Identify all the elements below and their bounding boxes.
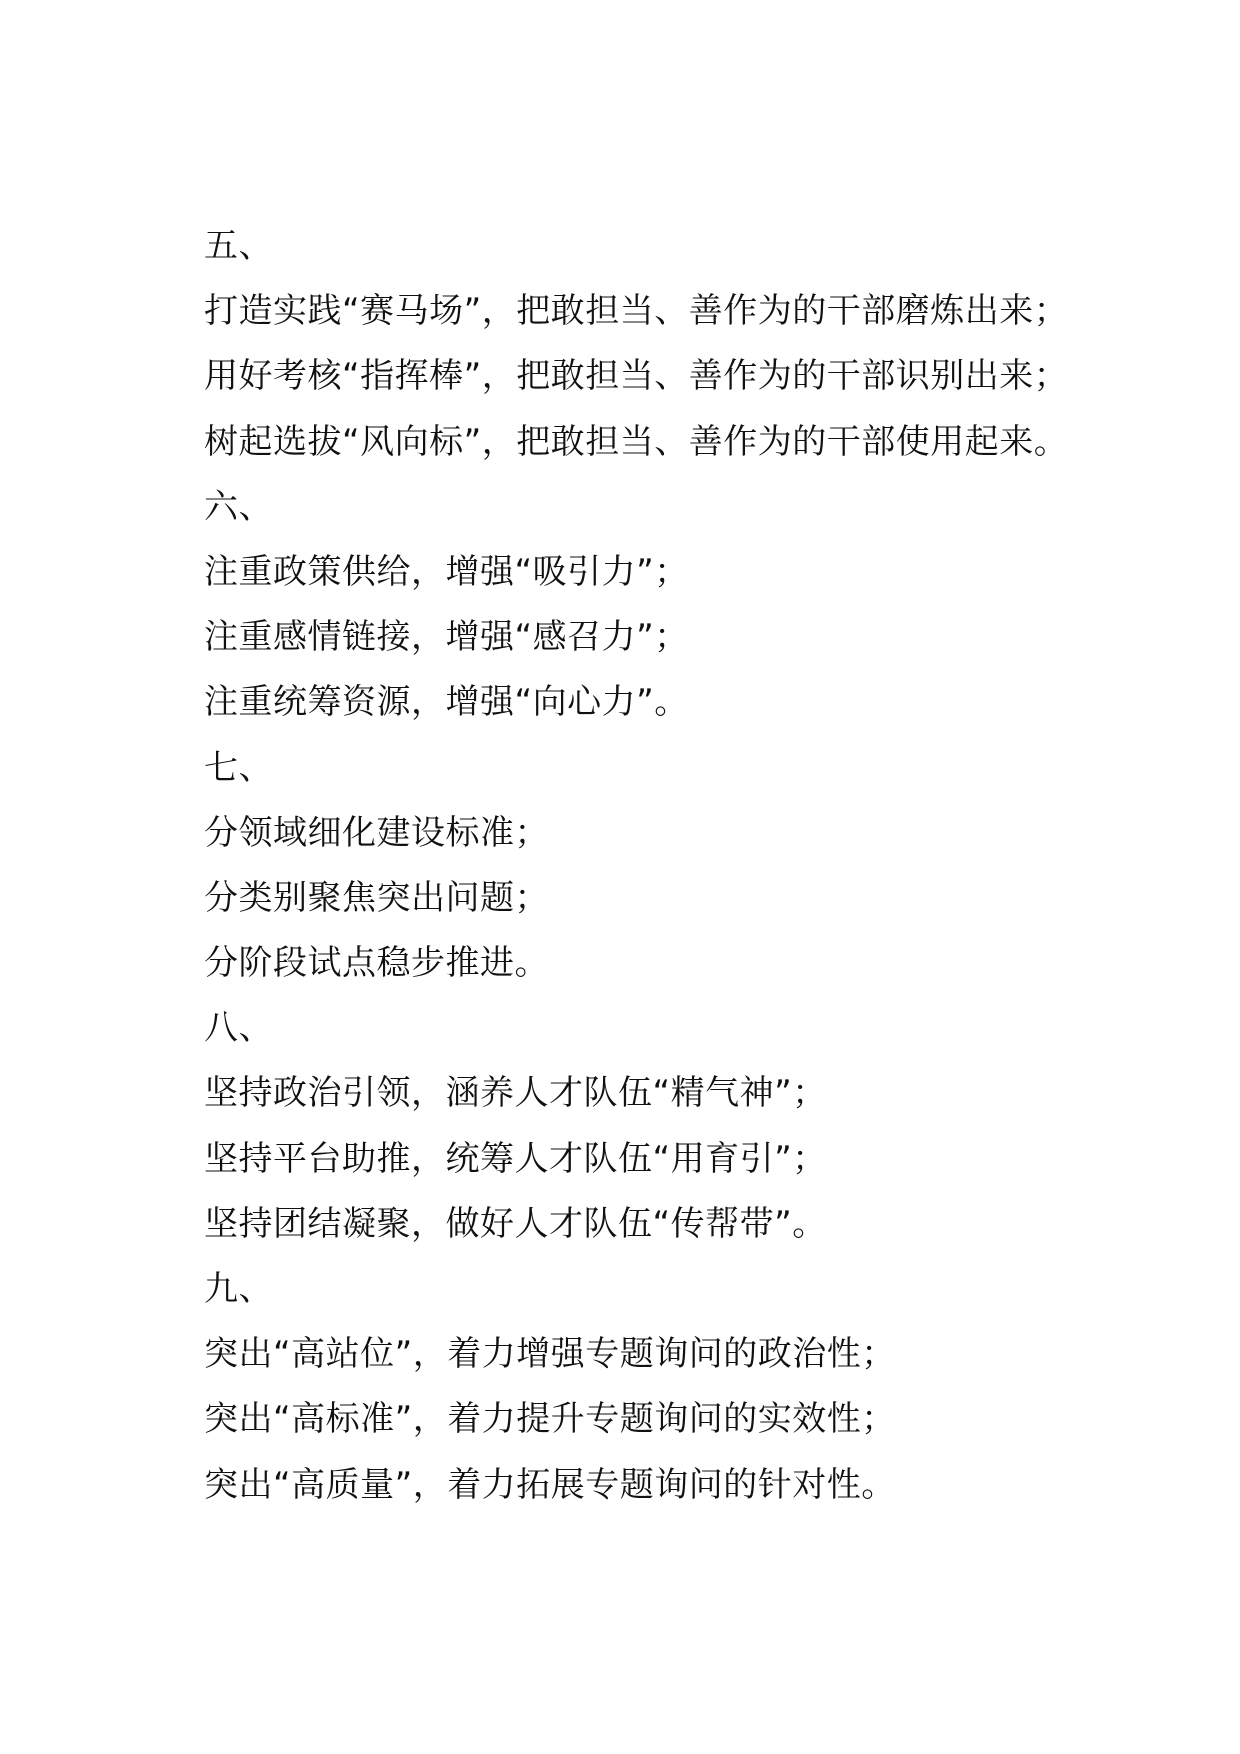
list-item: 打造实践“赛马场”，把敢担当、善作为的干部磨炼出来； xyxy=(204,291,1069,332)
list-item: 分领域细化建设标准； xyxy=(204,812,549,853)
section-heading: 九、 xyxy=(204,1269,273,1309)
list-item: 注重感情链接，增强“感召力”； xyxy=(204,617,689,658)
list-item: 突出“高站位”，着力增强专题询问的政治性； xyxy=(204,1334,896,1375)
list-item: 分类别聚焦突出问题； xyxy=(204,877,549,918)
list-item: 注重政策供给，增强“吸引力”； xyxy=(204,551,689,592)
list-item: 坚持团结凝聚，做好人才队伍“传帮带”。 xyxy=(204,1203,827,1244)
section-heading: 八、 xyxy=(204,1008,273,1049)
section-heading: 五、 xyxy=(204,226,273,266)
list-item: 突出“高标准”，着力提升专题询问的实效性； xyxy=(204,1399,896,1440)
list-item: 突出“高质量”，着力拓展专题询问的针对性。 xyxy=(204,1464,896,1505)
list-item: 分阶段试点稳步推进。 xyxy=(204,943,549,984)
section-heading: 七、 xyxy=(204,747,273,788)
list-item: 树起选拔“风向标”，把敢担当、善作为的干部使用起来。 xyxy=(204,421,1069,462)
list-item: 坚持政治引领，涵养人才队伍“精气神”； xyxy=(204,1073,827,1114)
list-item: 坚持平台助推，统筹人才队伍“用育引”； xyxy=(204,1138,827,1179)
section-heading: 六、 xyxy=(204,486,273,527)
list-item: 用好考核“指挥棒”，把敢担当、善作为的干部识别出来； xyxy=(204,356,1069,397)
document-body xyxy=(204,218,1104,1522)
list-item: 注重统筹资源，增强“向心力”。 xyxy=(204,682,689,723)
